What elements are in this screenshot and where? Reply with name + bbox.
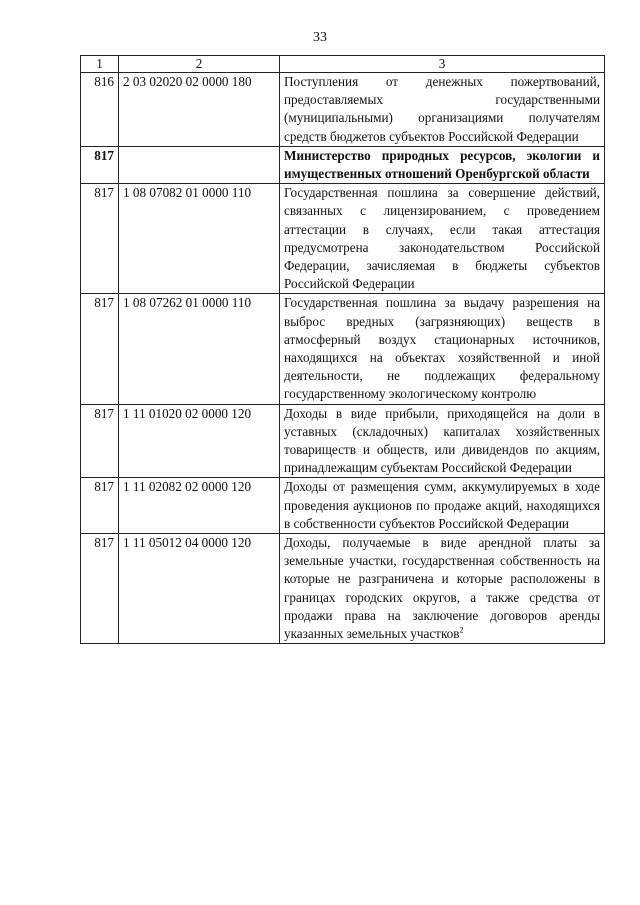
budget-code: 1 11 02082 02 0000 120 <box>119 478 280 534</box>
ministry-name: Министерство природных ресурсов, экологии и имущественных отношений Оренбургской области <box>280 146 605 183</box>
table-row <box>81 184 605 294</box>
header-col-3: 3 <box>280 56 605 73</box>
income-description: Государственная пошлина за совершение действий, связанных с лицензированием, с проведением аттестации в случаях, если такая аттестация предусмотрена законодательством Российской Федерации, зачисляемая в бюджеты субъектов Российской Федерации <box>280 184 605 294</box>
income-description: Поступления от денежных пожертвований, предоставляемых государственными (муниципальными) организациями получателям средств бюджетов субъектов Российской Федерации <box>280 73 605 147</box>
footnote-marker: 2 <box>459 625 464 635</box>
table-row <box>81 73 605 147</box>
admin-code: 817 <box>81 478 119 534</box>
table-row <box>81 404 605 478</box>
table-row <box>81 534 605 644</box>
budget-code: 1 08 07082 01 0000 110 <box>119 184 280 294</box>
income-description-text: Доходы, получаемые в виде арендной платы за земельные участки, государственная собственность на которые не разграничена и которые расположены в границах городских округов, а также средства от продажи права на заключение договоров аренды указанных земельных участков <box>284 535 600 642</box>
budget-code <box>119 146 280 183</box>
income-description: Государственная пошлина за выдачу разрешения на выброс вредных (загрязняющих) веществ в атмосферный воздух стационарных источников, находящихся на объектах хозяйственной и иной деятельности, не подлежащих федеральному государственному экологическому контролю <box>280 294 605 404</box>
income-description: Доходы в виде прибыли, приходящейся на доли в уставных (складочных) капиталах хозяйственных товариществ и обществ, или дивидендов по акциям, принадлежащим субъектам Российской Федерации <box>280 404 605 478</box>
admin-code: 817 <box>81 534 119 644</box>
admin-code: 816 <box>81 73 119 147</box>
table-row-ministry <box>81 146 605 183</box>
budget-code: 1 08 07262 01 0000 110 <box>119 294 280 404</box>
table-row <box>81 294 605 404</box>
income-codes-table <box>80 55 605 644</box>
table-row <box>81 478 605 534</box>
admin-code: 817 <box>81 404 119 478</box>
page-number: 33 <box>313 30 327 45</box>
table-header-row <box>81 56 605 73</box>
header-col-2: 2 <box>119 56 280 73</box>
admin-code: 817 <box>81 146 119 183</box>
admin-code: 817 <box>81 184 119 294</box>
budget-code: 2 03 02020 02 0000 180 <box>119 73 280 147</box>
income-description: Доходы от размещения сумм, аккумулируемых в ходе проведения аукционов по продаже акций, находящихся в собственности субъектов Российской Федерации <box>280 478 605 534</box>
budget-code: 1 11 05012 04 0000 120 <box>119 534 280 644</box>
income-description-with-footnote <box>280 534 605 644</box>
budget-code: 1 11 01020 02 0000 120 <box>119 404 280 478</box>
header-col-1: 1 <box>81 56 119 73</box>
admin-code: 817 <box>81 294 119 404</box>
